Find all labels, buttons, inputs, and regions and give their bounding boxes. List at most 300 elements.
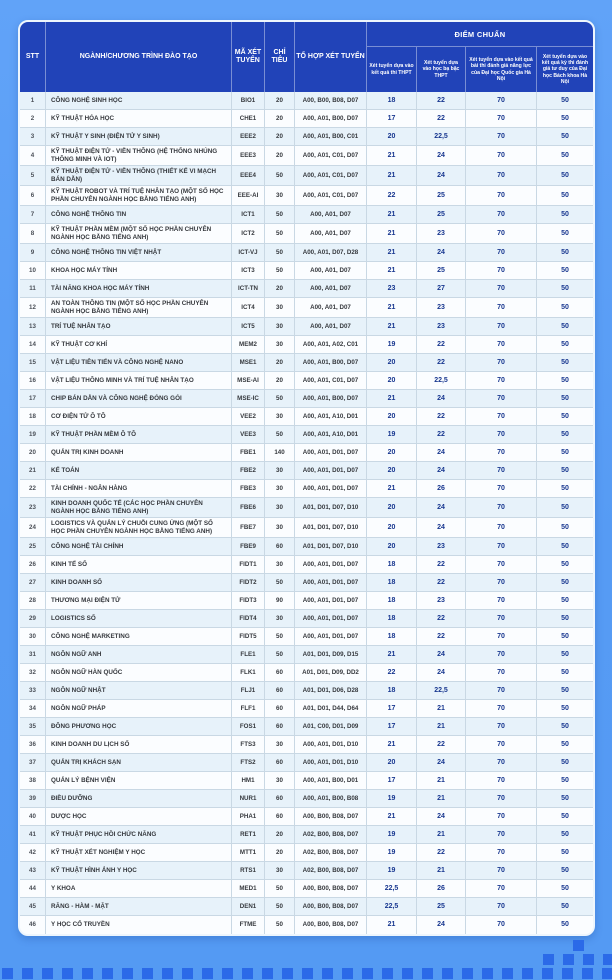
cell-stt: 45 (20, 898, 46, 915)
table-row (20, 480, 593, 498)
cell-subject-combination: A00, A01, C01, D07 (295, 372, 367, 389)
cell-quota: 50 (265, 628, 295, 645)
cell-subject-combination: A01, D01, D09, DD2 (295, 664, 367, 681)
cell-score-transcript: 22 (417, 354, 466, 371)
cell-admission-code: ICT4 (232, 298, 265, 317)
cell-score-transcript: 26 (417, 880, 466, 897)
pixel-square (562, 968, 573, 979)
cell-program-name: CÔNG NGHỆ THÔNG TIN VIỆT NHẬT (46, 244, 232, 261)
cell-quota: 60 (265, 790, 295, 807)
cell-admission-code: ICT-VJ (232, 244, 265, 261)
cell-score-thpt: 20 (367, 462, 417, 479)
cell-stt: 44 (20, 880, 46, 897)
table-row (20, 426, 593, 444)
cell-program-name: QUẢN TRỊ KHÁCH SẠN (46, 754, 232, 771)
cell-quota: 30 (265, 556, 295, 573)
cell-score-hsa: 70 (466, 146, 537, 165)
table-header (20, 22, 593, 92)
cell-score-transcript: 23 (417, 224, 466, 243)
cell-admission-code: DEN1 (232, 898, 265, 915)
cell-stt: 24 (20, 518, 46, 537)
cell-stt: 3 (20, 128, 46, 145)
cell-subject-combination: A00, A01, D07 (295, 318, 367, 335)
cell-score-hsa: 70 (466, 372, 537, 389)
cell-subject-combination: A00, A01, C01, D07 (295, 166, 367, 185)
cell-program-name: KỸ THUẬT HÌNH ẢNH Y HỌC (46, 862, 232, 879)
cell-score-transcript: 22,5 (417, 682, 466, 699)
col-header-combination: TỔ HỢP XÉT TUYỂN (295, 22, 367, 92)
cell-admission-code: FBE3 (232, 480, 265, 497)
cell-subject-combination: A00, A01, D01, D10 (295, 754, 367, 771)
cell-subject-combination: A00, A01, D01, D07 (295, 480, 367, 497)
cell-subject-combination: A00, A01, D07 (295, 298, 367, 317)
cell-stt: 36 (20, 736, 46, 753)
cell-stt: 21 (20, 462, 46, 479)
cell-program-name: KỸ THUẬT XÉT NGHIỆM Y HỌC (46, 844, 232, 861)
cell-score-transcript: 21 (417, 700, 466, 717)
table-row (20, 556, 593, 574)
cell-program-name: KHOA HỌC MÁY TÍNH (46, 262, 232, 279)
cell-score-thpt: 20 (367, 372, 417, 389)
pixel-square (202, 968, 213, 979)
pixel-square (222, 968, 233, 979)
cell-stt: 5 (20, 166, 46, 185)
cell-score-transcript: 25 (417, 898, 466, 915)
cell-score-thpt: 21 (367, 146, 417, 165)
cell-score-tsa: 50 (561, 650, 569, 658)
cell-score-transcript: 23 (417, 298, 466, 317)
cell-stt: 9 (20, 244, 46, 261)
cell-stt: 10 (20, 262, 46, 279)
cell-program-name: KỸ THUẬT ĐIỆN TỬ - VIỄN THÔNG (HỆ THỐNG NHÚNG THÔNG MINH VÀ IOT) (46, 146, 232, 165)
cell-score-transcript: 24 (417, 498, 466, 517)
cell-admission-code: FBE9 (232, 538, 265, 555)
cell-score-transcript: 23 (417, 538, 466, 555)
pixel-square (442, 968, 453, 979)
cell-stt: 34 (20, 700, 46, 717)
pixel-square (502, 968, 513, 979)
cell-admission-code: FLK1 (232, 664, 265, 681)
cell-quota: 50 (265, 880, 295, 897)
cell-score-thpt: 17 (367, 700, 417, 717)
cell-subject-combination: A00, A01, A02, C01 (295, 336, 367, 353)
cell-score-hsa: 70 (466, 628, 537, 645)
table-row (20, 280, 593, 298)
cell-score-hsa: 70 (466, 664, 537, 681)
cell-subject-combination: A00, A01, D01, D07 (295, 462, 367, 479)
cell-score-transcript: 25 (417, 206, 466, 223)
table-row (20, 916, 593, 934)
cell-score-thpt: 21 (367, 318, 417, 335)
cell-score-tsa: 50 (561, 114, 569, 122)
table-row (20, 444, 593, 462)
cell-admission-code: FIDT1 (232, 556, 265, 573)
cell-score-hsa: 70 (466, 880, 537, 897)
cell-subject-combination: A00, A01, D07 (295, 262, 367, 279)
cell-score-thpt: 18 (367, 628, 417, 645)
cell-stt: 7 (20, 206, 46, 223)
cell-quota: 30 (265, 498, 295, 517)
cell-stt: 42 (20, 844, 46, 861)
cell-quota: 50 (265, 224, 295, 243)
table-row (20, 262, 593, 280)
cell-score-hsa: 70 (466, 700, 537, 717)
cell-admission-code: EEE2 (232, 128, 265, 145)
cell-subject-combination: A00, A01, B00, C01 (295, 128, 367, 145)
cell-quota: 50 (265, 646, 295, 663)
cell-quota: 50 (265, 426, 295, 443)
cell-program-name: CHIP BÁN DẪN VÀ CÔNG NGHỆ ĐÓNG GÓI (46, 390, 232, 407)
cell-admission-code: FLE1 (232, 646, 265, 663)
cell-admission-code: CHE1 (232, 110, 265, 127)
cell-quota: 90 (265, 592, 295, 609)
cell-quota: 30 (265, 862, 295, 879)
cell-score-tsa: 50 (561, 96, 569, 104)
cell-program-name: KINH DOANH DU LỊCH SỐ (46, 736, 232, 753)
cell-program-name: AN TOÀN THÔNG TIN (MỘT SỐ HỌC PHẦN CHUYÊN NGÀNH HỌC BẰNG TIẾNG ANH) (46, 298, 232, 317)
cell-admission-code: FIDT3 (232, 592, 265, 609)
cell-score-hsa: 70 (466, 298, 537, 317)
cell-subject-combination: A00, A01, D01, D07 (295, 610, 367, 627)
cell-stt: 39 (20, 790, 46, 807)
table-row (20, 754, 593, 772)
cell-program-name: ĐÔNG PHƯƠNG HỌC (46, 718, 232, 735)
cell-subject-combination: A01, D01, D06, D28 (295, 682, 367, 699)
table-row (20, 592, 593, 610)
pixel-square (302, 968, 313, 979)
cell-score-transcript: 22 (417, 736, 466, 753)
cell-score-tsa: 50 (561, 376, 569, 384)
cell-admission-code: FTS3 (232, 736, 265, 753)
cell-subject-combination: A01, D01, D09, D15 (295, 646, 367, 663)
cell-stt: 12 (20, 298, 46, 317)
cell-score-tsa: 50 (561, 884, 569, 892)
cell-score-tsa: 50 (561, 758, 569, 766)
subcol-thpt-exam: Xét tuyển dựa vào kết quả thi THPT (367, 47, 417, 92)
cell-program-name: LOGISTICS SỐ (46, 610, 232, 627)
subcol-hsa-vnu: Xét tuyển dựa vào kết quả bài thi đánh giá năng lực của Đại học Quốc gia Hà Nội (466, 47, 537, 92)
cell-program-name: THƯƠNG MẠI ĐIỆN TỬ (46, 592, 232, 609)
cell-stt: 1 (20, 92, 46, 109)
cell-score-thpt: 18 (367, 610, 417, 627)
cell-score-thpt: 21 (367, 206, 417, 223)
cell-quota: 60 (265, 754, 295, 771)
cell-admission-code: MSE1 (232, 354, 265, 371)
cell-quota: 60 (265, 664, 295, 681)
cell-score-hsa: 70 (466, 224, 537, 243)
table-row (20, 736, 593, 754)
cell-score-tsa: 50 (561, 776, 569, 784)
cell-score-tsa: 50 (561, 394, 569, 402)
diem-chuan-group (367, 22, 593, 92)
cell-subject-combination: A01, D01, D07, D10 (295, 538, 367, 555)
cell-score-tsa: 50 (561, 466, 569, 474)
cell-subject-combination: A01, C00, D01, D09 (295, 718, 367, 735)
pixel-square (602, 968, 612, 979)
pixel-square (362, 968, 373, 979)
cell-score-hsa: 70 (466, 408, 537, 425)
table-row (20, 110, 593, 128)
cell-subject-combination: A00, A01, C01, D07 (295, 186, 367, 205)
cell-score-transcript: 22 (417, 844, 466, 861)
cell-score-transcript: 21 (417, 718, 466, 735)
cell-score-transcript: 21 (417, 826, 466, 843)
cell-score-tsa: 50 (561, 151, 569, 159)
cell-quota: 20 (265, 354, 295, 371)
pixel-square (482, 968, 493, 979)
cell-admission-code: EEE4 (232, 166, 265, 185)
pixel-square (82, 968, 93, 979)
pixel-square (563, 954, 574, 965)
cell-program-name: VẬT LIỆU THÔNG MINH VÀ TRÍ TUỆ NHÂN TẠO (46, 372, 232, 389)
cell-score-thpt: 19 (367, 790, 417, 807)
cell-score-tsa: 50 (561, 848, 569, 856)
cell-admission-code: HM1 (232, 772, 265, 789)
cell-admission-code: FLF1 (232, 700, 265, 717)
cell-score-thpt: 21 (367, 736, 417, 753)
cell-score-tsa: 50 (561, 229, 569, 237)
table-row (20, 826, 593, 844)
cell-program-name: NGÔN NGỮ PHÁP (46, 700, 232, 717)
cell-score-tsa: 50 (561, 430, 569, 438)
cell-quota: 20 (265, 110, 295, 127)
table-row (20, 408, 593, 426)
table-row (20, 844, 593, 862)
cell-program-name: ĐIỀU DƯỠNG (46, 790, 232, 807)
cell-score-tsa: 50 (561, 503, 569, 511)
cell-program-name: Y HỌC CỔ TRUYỀN (46, 916, 232, 934)
cell-score-tsa: 50 (561, 448, 569, 456)
cell-quota: 50 (265, 390, 295, 407)
table-row (20, 298, 593, 318)
cell-subject-combination: A00, A01, B00, D07 (295, 110, 367, 127)
pixel-square (262, 968, 273, 979)
col-header-code: MÃ XÉT TUYỂN (232, 22, 265, 92)
cell-score-transcript: 23 (417, 592, 466, 609)
cell-score-hsa: 70 (466, 92, 537, 109)
cell-score-thpt: 19 (367, 862, 417, 879)
cell-stt: 15 (20, 354, 46, 371)
cell-score-tsa: 50 (561, 523, 569, 531)
cell-score-transcript: 26 (417, 480, 466, 497)
cell-quota: 140 (265, 444, 295, 461)
cell-quota: 50 (265, 166, 295, 185)
cell-score-hsa: 70 (466, 718, 537, 735)
cell-quota: 60 (265, 808, 295, 825)
cell-score-thpt: 21 (367, 916, 417, 934)
cell-quota: 20 (265, 146, 295, 165)
table-row (20, 538, 593, 556)
pixel-square (573, 940, 584, 951)
cell-score-transcript: 21 (417, 862, 466, 879)
cell-admission-code: FIDT2 (232, 574, 265, 591)
cell-score-thpt: 17 (367, 772, 417, 789)
cell-program-name: NGÔN NGỮ ANH (46, 646, 232, 663)
cell-program-name: KỸ THUẬT PHẦN MỀM (MỘT SỐ HỌC PHẦN CHUYÊN NGÀNH HỌC BẰNG TIẾNG ANH) (46, 224, 232, 243)
cell-score-thpt: 20 (367, 354, 417, 371)
cell-subject-combination: A00, A01, D01, D10 (295, 736, 367, 753)
cell-subject-combination: A02, B00, B08, D07 (295, 844, 367, 861)
cell-subject-combination: A00, A01, D01, D07 (295, 592, 367, 609)
cell-admission-code: ICT3 (232, 262, 265, 279)
cell-stt: 46 (20, 916, 46, 934)
table-row (20, 92, 593, 110)
col-header-quota: CHỈ TIÊU (265, 22, 295, 92)
cell-program-name: QUẢN TRỊ KINH DOANH (46, 444, 232, 461)
cell-program-name: KINH TẾ SỐ (46, 556, 232, 573)
cell-stt: 13 (20, 318, 46, 335)
cell-score-hsa: 70 (466, 128, 537, 145)
cell-stt: 28 (20, 592, 46, 609)
cell-score-thpt: 21 (367, 646, 417, 663)
table-row (20, 128, 593, 146)
cell-admission-code: ICT5 (232, 318, 265, 335)
cell-score-tsa: 50 (561, 704, 569, 712)
cell-score-thpt: 18 (367, 92, 417, 109)
cell-quota: 60 (265, 700, 295, 717)
table-row (20, 610, 593, 628)
table-row (20, 336, 593, 354)
pixel-square (182, 968, 193, 979)
cell-admission-code: FIDT4 (232, 610, 265, 627)
cell-score-hsa: 70 (466, 826, 537, 843)
cell-score-tsa: 50 (561, 740, 569, 748)
cell-stt: 27 (20, 574, 46, 591)
pixel-square (2, 968, 13, 979)
cell-score-tsa: 50 (561, 866, 569, 874)
cell-score-transcript: 25 (417, 186, 466, 205)
cell-quota: 50 (265, 262, 295, 279)
cell-stt: 20 (20, 444, 46, 461)
cell-score-transcript: 24 (417, 754, 466, 771)
cell-score-hsa: 70 (466, 318, 537, 335)
pixel-square (42, 968, 53, 979)
pixel-square (522, 968, 533, 979)
subcol-tsa-hust: Xét tuyển dựa vào kết quả kỳ thi đánh giá tư duy của Đại học Bách khoa Hà Nội (541, 53, 589, 85)
cell-quota: 30 (265, 736, 295, 753)
cell-stt: 31 (20, 646, 46, 663)
cell-score-hsa: 70 (466, 610, 537, 627)
cell-score-hsa: 70 (466, 518, 537, 537)
table-row (20, 772, 593, 790)
cell-admission-code: MSE-AI (232, 372, 265, 389)
cell-program-name: KẾ TOÁN (46, 462, 232, 479)
cell-stt: 29 (20, 610, 46, 627)
cell-score-transcript: 24 (417, 518, 466, 537)
cell-score-transcript: 27 (417, 280, 466, 297)
pixel-square (62, 968, 73, 979)
cell-stt: 17 (20, 390, 46, 407)
cell-admission-code: MEM2 (232, 336, 265, 353)
cell-stt: 11 (20, 280, 46, 297)
cell-score-tsa: 50 (561, 830, 569, 838)
cell-admission-code: FBE6 (232, 498, 265, 517)
cell-quota: 20 (265, 92, 295, 109)
cell-score-transcript: 24 (417, 808, 466, 825)
cell-score-tsa: 50 (561, 578, 569, 586)
pixel-square (22, 968, 33, 979)
cell-score-thpt: 22,5 (367, 880, 417, 897)
cell-score-tsa: 50 (561, 171, 569, 179)
pixel-square (402, 968, 413, 979)
cell-program-name: Y KHOA (46, 880, 232, 897)
cell-admission-code: EEE3 (232, 146, 265, 165)
cell-score-hsa: 70 (466, 390, 537, 407)
cell-stt: 26 (20, 556, 46, 573)
cell-score-hsa: 70 (466, 280, 537, 297)
cell-admission-code: MED1 (232, 880, 265, 897)
cell-score-thpt: 20 (367, 128, 417, 145)
cell-score-tsa: 50 (561, 284, 569, 292)
cell-subject-combination: A00, A01, B00, D01 (295, 772, 367, 789)
cell-quota: 50 (265, 206, 295, 223)
col-header-program: NGÀNH/CHƯƠNG TRÌNH ĐÀO TẠO (46, 22, 232, 92)
cell-score-transcript: 22,5 (417, 128, 466, 145)
cell-score-hsa: 70 (466, 538, 537, 555)
cell-subject-combination: A00, A01, C01, D07 (295, 146, 367, 165)
cell-subject-combination: A00, A01, D07 (295, 206, 367, 223)
cell-score-thpt: 19 (367, 426, 417, 443)
cell-stt: 41 (20, 826, 46, 843)
cell-score-hsa: 70 (466, 592, 537, 609)
diem-chuan-subheaders (367, 47, 593, 92)
cell-subject-combination: A00, B00, B08, D07 (295, 92, 367, 109)
cell-score-thpt: 21 (367, 480, 417, 497)
cell-admission-code: RTS1 (232, 862, 265, 879)
cell-subject-combination: A00, A01, A10, D01 (295, 408, 367, 425)
cell-score-hsa: 70 (466, 354, 537, 371)
cell-score-hsa: 70 (466, 790, 537, 807)
cell-score-tsa: 50 (561, 132, 569, 140)
table-row (20, 498, 593, 518)
cell-score-transcript: 23 (417, 318, 466, 335)
cell-score-thpt: 22,5 (367, 898, 417, 915)
cell-stt: 35 (20, 718, 46, 735)
cell-subject-combination: A00, A01, D07 (295, 280, 367, 297)
cell-program-name: KỸ THUẬT PHỤC HỒI CHỨC NĂNG (46, 826, 232, 843)
cell-admission-code: FBE7 (232, 518, 265, 537)
cell-admission-code: FOS1 (232, 718, 265, 735)
table-row (20, 244, 593, 262)
table-row (20, 372, 593, 390)
cell-subject-combination: A00, A01, B00, B08 (295, 790, 367, 807)
cell-stt: 33 (20, 682, 46, 699)
cell-quota: 30 (265, 298, 295, 317)
table-row (20, 462, 593, 480)
table-row (20, 718, 593, 736)
table-row (20, 186, 593, 206)
cell-score-transcript: 24 (417, 646, 466, 663)
cell-score-transcript: 22 (417, 110, 466, 127)
cell-quota: 50 (265, 898, 295, 915)
cell-admission-code: MSE-IC (232, 390, 265, 407)
cell-quota: 30 (265, 336, 295, 353)
table-row (20, 224, 593, 244)
cell-score-transcript: 22,5 (417, 372, 466, 389)
pixel-square (543, 954, 554, 965)
cell-score-tsa: 50 (561, 902, 569, 910)
cell-program-name: TÀI NĂNG KHOA HỌC MÁY TÍNH (46, 280, 232, 297)
table-row (20, 166, 593, 186)
cell-score-transcript: 24 (417, 166, 466, 185)
cell-stt: 25 (20, 538, 46, 555)
cell-score-transcript: 21 (417, 772, 466, 789)
cell-quota: 50 (265, 916, 295, 934)
cell-score-transcript: 22 (417, 336, 466, 353)
cell-subject-combination: A00, A01, D01, D07 (295, 574, 367, 591)
pixel-square (242, 968, 253, 979)
cell-program-name: CÔNG NGHỆ THÔNG TIN (46, 206, 232, 223)
